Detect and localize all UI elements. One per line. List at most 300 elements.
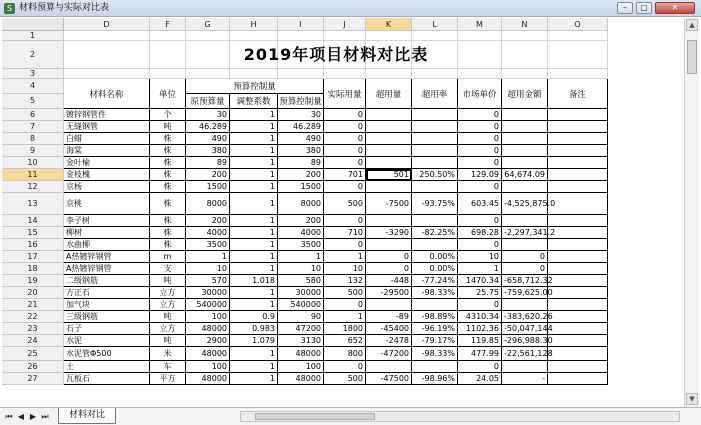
table-cell-material-name[interactable]: 镀锌钢管件 bbox=[64, 109, 150, 121]
table-cell-coef[interactable]: 1 bbox=[230, 121, 278, 133]
table-cell-price[interactable]: 698.28 bbox=[458, 227, 502, 239]
table-cell-budget[interactable]: 200 bbox=[186, 169, 230, 181]
empty-cell[interactable] bbox=[64, 31, 150, 41]
table-cell-material-name[interactable]: 土 bbox=[64, 361, 150, 373]
table-cell-actual[interactable]: 0 bbox=[324, 145, 366, 157]
table-cell-unit[interactable]: 株 bbox=[150, 181, 186, 193]
table-cell-over[interactable]: -45400 bbox=[366, 323, 412, 335]
vertical-scroll-thumb[interactable] bbox=[687, 40, 697, 74]
table-cell-amount[interactable]: -296,988.30 bbox=[504, 336, 553, 345]
table-cell-unit[interactable]: 个 bbox=[150, 109, 186, 121]
table-cell-price[interactable]: 477.99 bbox=[458, 347, 502, 361]
table-cell-amount[interactable] bbox=[502, 121, 548, 133]
table-cell-price[interactable]: 0 bbox=[458, 133, 502, 145]
row-header[interactable]: 15 bbox=[2, 227, 64, 239]
table-cell-remark[interactable] bbox=[548, 121, 608, 133]
column-header-i[interactable]: I bbox=[278, 18, 324, 31]
table-cell-control[interactable]: 200 bbox=[278, 215, 324, 227]
table-cell-remark[interactable] bbox=[548, 263, 608, 275]
table-cell-remark[interactable] bbox=[548, 323, 608, 335]
table-cell-amount[interactable] bbox=[502, 145, 548, 157]
table-cell-rate[interactable]: -77.24% bbox=[412, 275, 458, 287]
table-cell-unit[interactable]: 支 bbox=[150, 263, 186, 275]
row-header[interactable]: 2 bbox=[2, 41, 64, 69]
empty-cell[interactable] bbox=[186, 31, 230, 41]
table-cell-unit[interactable]: 株 bbox=[150, 239, 186, 251]
table-cell-remark[interactable] bbox=[548, 227, 608, 239]
table-cell-budget[interactable]: 570 bbox=[186, 275, 230, 287]
table-cell-control[interactable]: 540000 bbox=[278, 299, 324, 311]
table-cell-over[interactable]: -448 bbox=[366, 275, 412, 287]
empty-cell[interactable] bbox=[230, 31, 278, 41]
scroll-up-icon[interactable]: ▲ bbox=[686, 19, 698, 31]
table-cell-rate[interactable] bbox=[412, 157, 458, 169]
table-cell-amount[interactable] bbox=[502, 133, 548, 145]
table-cell-price[interactable]: 0 bbox=[458, 157, 502, 169]
table-cell-control[interactable]: 3130 bbox=[278, 335, 324, 347]
table-cell-rate[interactable]: -96.19% bbox=[412, 323, 458, 335]
table-cell-material-name[interactable]: 水泥 bbox=[64, 335, 150, 347]
table-cell-amount[interactable]: - bbox=[502, 373, 548, 385]
table-cell-remark[interactable] bbox=[548, 193, 608, 215]
table-cell-rate[interactable] bbox=[412, 239, 458, 251]
table-cell-rate[interactable]: -93.75% bbox=[412, 193, 458, 215]
empty-cell[interactable] bbox=[278, 31, 324, 41]
empty-cell[interactable] bbox=[278, 69, 324, 79]
table-cell-remark[interactable] bbox=[548, 133, 608, 145]
table-cell-budget[interactable]: 10 bbox=[186, 263, 230, 275]
table-cell-over[interactable] bbox=[366, 215, 412, 227]
table-cell-actual[interactable]: 710 bbox=[324, 227, 366, 239]
table-cell-budget[interactable]: 30 bbox=[186, 109, 230, 121]
row-header[interactable]: 12 bbox=[2, 181, 64, 193]
table-cell-budget[interactable]: 89 bbox=[186, 157, 230, 169]
table-cell-rate[interactable]: 0.00% bbox=[412, 263, 458, 275]
table-cell-coef[interactable]: 1 bbox=[230, 109, 278, 121]
table-cell-coef[interactable]: 0.983 bbox=[230, 323, 278, 335]
table-cell-coef[interactable]: 1 bbox=[230, 373, 278, 385]
empty-cell[interactable] bbox=[324, 69, 366, 79]
table-cell-actual[interactable]: 0 bbox=[324, 215, 366, 227]
table-cell-unit[interactable]: 米 bbox=[150, 347, 186, 361]
table-cell-material-name[interactable]: 石子 bbox=[64, 323, 150, 335]
vertical-scrollbar[interactable] bbox=[684, 18, 699, 407]
table-cell-remark[interactable] bbox=[548, 239, 608, 251]
table-cell-budget[interactable]: 48000 bbox=[186, 347, 230, 361]
table-cell-price[interactable]: 0 bbox=[458, 239, 502, 251]
table-cell-over[interactable]: -29500 bbox=[366, 287, 412, 299]
table-cell-material-name[interactable]: 方正石 bbox=[64, 287, 150, 299]
table-cell-coef[interactable]: 1 bbox=[230, 227, 278, 239]
table-cell-over[interactable]: -47200 bbox=[366, 347, 412, 361]
table-cell-coef[interactable]: 1 bbox=[230, 133, 278, 145]
table-cell-control[interactable]: 48000 bbox=[278, 373, 324, 385]
row-header[interactable]: 5 bbox=[2, 94, 64, 109]
empty-cell[interactable] bbox=[502, 31, 548, 41]
column-header-g[interactable]: G bbox=[186, 18, 230, 31]
table-cell-over[interactable]: 0 bbox=[366, 251, 412, 263]
table-cell-control[interactable]: 30 bbox=[278, 109, 324, 121]
row-header[interactable]: 22 bbox=[2, 311, 64, 323]
table-cell-remark[interactable] bbox=[548, 347, 608, 361]
table-cell-actual[interactable]: 0 bbox=[324, 361, 366, 373]
table-cell-budget[interactable]: 48000 bbox=[186, 373, 230, 385]
table-cell-amount[interactable]: -658,712.32 bbox=[504, 276, 553, 285]
table-cell-over[interactable] bbox=[366, 361, 412, 373]
table-cell-remark[interactable] bbox=[548, 145, 608, 157]
table-cell-remark[interactable] bbox=[548, 287, 608, 299]
empty-cell[interactable] bbox=[64, 69, 150, 79]
table-cell-over[interactable]: -3290 bbox=[366, 227, 412, 239]
table-cell-unit[interactable]: 立方 bbox=[150, 299, 186, 311]
table-cell-unit[interactable]: 株 bbox=[150, 193, 186, 215]
row-header[interactable]: 27 bbox=[2, 373, 64, 385]
row-header[interactable]: 9 bbox=[2, 145, 64, 157]
row-header[interactable]: 19 bbox=[2, 275, 64, 287]
table-cell-rate[interactable]: -98.89% bbox=[412, 311, 458, 323]
table-cell-unit[interactable]: 平方 bbox=[150, 373, 186, 385]
table-cell-control[interactable]: 580 bbox=[278, 275, 324, 287]
table-cell-unit[interactable]: 吨 bbox=[150, 275, 186, 287]
table-cell-amount[interactable]: -4,525,875.0 bbox=[502, 193, 548, 215]
table-cell-material-name[interactable]: 水泥管Φ500 bbox=[64, 347, 150, 361]
table-cell-amount[interactable]: 0 bbox=[502, 251, 548, 263]
close-button[interactable]: ✕ bbox=[655, 2, 695, 14]
table-cell-material-name[interactable]: 三级钢筋 bbox=[64, 311, 150, 323]
empty-cell[interactable] bbox=[458, 31, 502, 41]
table-cell-actual[interactable]: 0 bbox=[324, 109, 366, 121]
table-cell-actual[interactable]: 652 bbox=[324, 335, 366, 347]
table-cell-price[interactable]: 603.45 bbox=[458, 193, 502, 215]
table-cell-actual[interactable]: 0 bbox=[324, 299, 366, 311]
row-header[interactable]: 4 bbox=[2, 79, 64, 94]
table-cell-budget[interactable]: 1 bbox=[186, 251, 230, 263]
table-cell-actual[interactable]: 1800 bbox=[324, 323, 366, 335]
table-cell-control[interactable]: 200 bbox=[278, 169, 324, 181]
table-cell-over[interactable]: -47500 bbox=[366, 373, 412, 385]
spreadsheet-grid[interactable] bbox=[2, 18, 683, 407]
table-cell-budget[interactable]: 3500 bbox=[186, 239, 230, 251]
table-cell-amount[interactable] bbox=[502, 361, 548, 373]
column-header-n[interactable]: N bbox=[502, 18, 548, 31]
table-cell-control[interactable]: 1500 bbox=[278, 181, 324, 193]
table-cell-over[interactable] bbox=[366, 121, 412, 133]
table-cell-budget[interactable]: 490 bbox=[186, 133, 230, 145]
table-cell-remark[interactable] bbox=[548, 169, 608, 181]
empty-cell[interactable] bbox=[548, 69, 608, 79]
table-cell-budget[interactable]: 100 bbox=[186, 361, 230, 373]
table-cell-coef[interactable]: 1 bbox=[230, 299, 278, 311]
row-header[interactable]: 16 bbox=[2, 239, 64, 251]
table-cell-unit[interactable]: 立方 bbox=[150, 287, 186, 299]
table-cell-rate[interactable]: -82.25% bbox=[412, 227, 458, 239]
table-cell-rate[interactable] bbox=[412, 121, 458, 133]
table-cell-unit[interactable]: m bbox=[150, 251, 186, 263]
table-cell-control[interactable]: 47200 bbox=[278, 323, 324, 335]
column-header-m[interactable]: M bbox=[458, 18, 502, 31]
row-header[interactable]: 14 bbox=[2, 215, 64, 227]
table-cell-rate[interactable] bbox=[412, 133, 458, 145]
table-cell-unit[interactable]: 株 bbox=[150, 133, 186, 145]
column-header-k[interactable]: K bbox=[366, 18, 412, 31]
row-header[interactable]: 13 bbox=[2, 193, 64, 215]
table-cell-control[interactable]: 1 bbox=[278, 251, 324, 263]
table-cell-price[interactable]: 1470.34 bbox=[458, 275, 502, 287]
prev-sheet-icon[interactable]: ◀ bbox=[17, 412, 25, 421]
table-cell-control[interactable]: 90 bbox=[278, 311, 324, 323]
table-cell-coef[interactable]: 1 bbox=[230, 287, 278, 299]
table-cell-budget[interactable]: 100 bbox=[186, 311, 230, 323]
table-cell-price[interactable]: 25.75 bbox=[458, 287, 502, 299]
table-cell-budget[interactable]: 4000 bbox=[186, 227, 230, 239]
table-cell-budget[interactable]: 8000 bbox=[186, 193, 230, 215]
table-cell-budget[interactable]: 540000 bbox=[186, 299, 230, 311]
table-cell-coef[interactable]: 0.9 bbox=[230, 311, 278, 323]
table-cell-remark[interactable] bbox=[548, 181, 608, 193]
row-header[interactable]: 6 bbox=[2, 109, 64, 121]
row-header[interactable]: 3 bbox=[2, 69, 64, 79]
horizontal-scrollbar[interactable] bbox=[240, 411, 680, 422]
table-cell-control[interactable]: 89 bbox=[278, 157, 324, 169]
table-cell-actual[interactable]: 500 bbox=[324, 373, 366, 385]
table-cell-material-name[interactable]: 水曲柳 bbox=[64, 239, 150, 251]
table-cell-over[interactable] bbox=[366, 299, 412, 311]
table-cell-price[interactable]: 0 bbox=[458, 121, 502, 133]
column-header-d[interactable]: D bbox=[64, 18, 150, 31]
table-cell-over[interactable] bbox=[366, 109, 412, 121]
table-cell-over[interactable] bbox=[366, 181, 412, 193]
table-cell-budget[interactable]: 30000 bbox=[186, 287, 230, 299]
table-cell-control[interactable]: 30000 bbox=[278, 287, 324, 299]
row-header[interactable]: 26 bbox=[2, 361, 64, 373]
table-cell-over[interactable] bbox=[366, 239, 412, 251]
table-cell-coef[interactable]: 1 bbox=[230, 347, 278, 361]
table-cell-amount[interactable]: 64,674.09 bbox=[502, 169, 548, 181]
table-cell-price[interactable]: 0 bbox=[458, 145, 502, 157]
table-cell-material-name[interactable]: 瓦板石 bbox=[64, 373, 150, 385]
table-cell-material-name[interactable]: 无缝钢管 bbox=[64, 121, 150, 133]
table-cell-amount[interactable]: -2,297,341.2 bbox=[504, 228, 556, 237]
table-cell-actual[interactable]: 1 bbox=[324, 311, 366, 323]
empty-cell[interactable] bbox=[548, 31, 608, 41]
table-cell-actual[interactable]: 0 bbox=[324, 157, 366, 169]
column-header-h[interactable]: H bbox=[230, 18, 278, 31]
table-cell-remark[interactable] bbox=[548, 311, 608, 323]
table-cell-actual[interactable]: 701 bbox=[324, 169, 366, 181]
empty-cell[interactable] bbox=[150, 69, 186, 79]
table-cell-rate[interactable] bbox=[412, 299, 458, 311]
table-cell-price[interactable]: 1 bbox=[458, 263, 502, 275]
table-cell-unit[interactable]: 车 bbox=[150, 361, 186, 373]
table-cell-amount[interactable] bbox=[502, 215, 548, 227]
table-cell-amount[interactable]: -50,047,144 bbox=[504, 324, 553, 333]
table-cell-budget[interactable]: 1500 bbox=[186, 181, 230, 193]
table-cell-remark[interactable] bbox=[548, 251, 608, 263]
table-cell-actual[interactable]: 1 bbox=[324, 251, 366, 263]
row-header[interactable]: 8 bbox=[2, 133, 64, 145]
table-cell-rate[interactable] bbox=[412, 145, 458, 157]
table-cell-material-name[interactable]: 京桃 bbox=[64, 193, 150, 215]
table-cell-price[interactable]: 0 bbox=[458, 299, 502, 311]
table-cell-rate[interactable] bbox=[412, 361, 458, 373]
table-cell-price[interactable]: 0 bbox=[458, 109, 502, 121]
table-cell-amount[interactable]: -759,625.00 bbox=[504, 288, 553, 297]
table-cell-material-name[interactable]: 柳树 bbox=[64, 227, 150, 239]
empty-cell[interactable] bbox=[412, 31, 458, 41]
table-cell-material-name[interactable]: 白蜡 bbox=[64, 133, 150, 145]
table-cell-coef[interactable]: 1 bbox=[230, 215, 278, 227]
row-header[interactable]: 11 bbox=[2, 169, 64, 181]
table-cell-over[interactable]: -2478 bbox=[366, 335, 412, 347]
row-header[interactable]: 25 bbox=[2, 347, 64, 361]
table-cell-amount[interactable]: -22,561,128 bbox=[502, 347, 548, 361]
table-cell-remark[interactable] bbox=[548, 299, 608, 311]
table-cell-price[interactable]: 0 bbox=[458, 215, 502, 227]
table-cell-rate[interactable]: -98.33% bbox=[412, 347, 458, 361]
table-cell-price[interactable]: 10 bbox=[458, 251, 502, 263]
table-cell-remark[interactable] bbox=[548, 361, 608, 373]
table-cell-budget[interactable]: 380 bbox=[186, 145, 230, 157]
table-cell-actual[interactable]: 132 bbox=[324, 275, 366, 287]
table-cell-coef[interactable]: 1 bbox=[230, 157, 278, 169]
table-cell-budget[interactable]: 48000 bbox=[186, 323, 230, 335]
table-cell-material-name[interactable]: 京杨 bbox=[64, 181, 150, 193]
empty-cell[interactable] bbox=[230, 69, 278, 79]
horizontal-scroll-thumb[interactable] bbox=[255, 413, 375, 420]
table-cell-over[interactable]: -7500 bbox=[366, 193, 412, 215]
first-sheet-icon[interactable]: ⏮ bbox=[5, 412, 13, 421]
table-cell-price[interactable]: 4310.34 bbox=[458, 311, 502, 323]
table-cell-price[interactable]: 0 bbox=[458, 181, 502, 193]
table-cell-remark[interactable] bbox=[548, 335, 608, 347]
table-cell-actual[interactable]: 0 bbox=[324, 133, 366, 145]
row-header[interactable]: 23 bbox=[2, 323, 64, 335]
table-cell-material-name[interactable]: 海棠 bbox=[64, 145, 150, 157]
restore-button[interactable]: ▢ bbox=[636, 2, 652, 14]
table-cell-rate[interactable]: -98.33% bbox=[412, 287, 458, 299]
column-header-o[interactable]: O bbox=[548, 18, 608, 31]
table-cell-coef[interactable]: 1.018 bbox=[230, 275, 278, 287]
table-cell-over[interactable] bbox=[366, 145, 412, 157]
table-cell-material-name[interactable]: A热镀锌钢管 bbox=[64, 251, 150, 263]
table-cell-actual[interactable]: 0 bbox=[324, 181, 366, 193]
table-cell-control[interactable]: 490 bbox=[278, 133, 324, 145]
empty-cell[interactable] bbox=[324, 31, 366, 41]
table-cell-actual[interactable]: 500 bbox=[324, 193, 366, 215]
table-cell-rate[interactable]: 250.50% bbox=[412, 169, 458, 181]
table-cell-material-name[interactable]: A热镀锌钢管 bbox=[64, 263, 150, 275]
table-cell-actual[interactable]: 800 bbox=[324, 347, 366, 361]
table-cell-actual[interactable]: 0 bbox=[324, 121, 366, 133]
table-cell-over[interactable]: 501 bbox=[366, 169, 412, 181]
table-cell-actual[interactable]: 0 bbox=[324, 239, 366, 251]
column-header-l[interactable]: L bbox=[412, 18, 458, 31]
table-cell-material-name[interactable]: 金枝槐 bbox=[64, 169, 150, 181]
table-cell-rate[interactable] bbox=[412, 109, 458, 121]
row-header[interactable]: 21 bbox=[2, 299, 64, 311]
empty-cell[interactable] bbox=[412, 69, 458, 79]
table-cell-unit[interactable]: 株 bbox=[150, 145, 186, 157]
table-cell-control[interactable]: 100 bbox=[278, 361, 324, 373]
table-cell-price[interactable]: 24.05 bbox=[458, 373, 502, 385]
column-header-f[interactable]: F bbox=[150, 18, 186, 31]
minimize-button[interactable]: – bbox=[617, 2, 633, 14]
table-cell-material-name[interactable]: 李子树 bbox=[64, 215, 150, 227]
table-cell-price[interactable]: 119.85 bbox=[458, 335, 502, 347]
table-cell-coef[interactable]: 1 bbox=[230, 251, 278, 263]
table-cell-amount[interactable] bbox=[502, 109, 548, 121]
table-cell-rate[interactable]: 0.00% bbox=[412, 251, 458, 263]
table-cell-control[interactable]: 380 bbox=[278, 145, 324, 157]
table-cell-amount[interactable] bbox=[502, 157, 548, 169]
table-cell-unit[interactable]: 吨 bbox=[150, 311, 186, 323]
table-cell-budget[interactable]: 200 bbox=[186, 215, 230, 227]
empty-cell[interactable] bbox=[366, 31, 412, 41]
row-header[interactable]: 7 bbox=[2, 121, 64, 133]
empty-cell[interactable] bbox=[366, 69, 412, 79]
table-cell-remark[interactable] bbox=[548, 275, 608, 287]
table-cell-control[interactable]: 4000 bbox=[278, 227, 324, 239]
table-cell-remark[interactable] bbox=[548, 373, 608, 385]
table-cell-amount[interactable] bbox=[502, 181, 548, 193]
empty-cell[interactable] bbox=[186, 69, 230, 79]
table-cell-unit[interactable]: 吨 bbox=[150, 121, 186, 133]
table-cell-control[interactable]: 10 bbox=[278, 263, 324, 275]
table-cell-coef[interactable]: 1 bbox=[230, 145, 278, 157]
table-cell-coef[interactable]: 1 bbox=[230, 361, 278, 373]
table-cell-price[interactable]: 1102.36 bbox=[458, 323, 502, 335]
table-cell-over[interactable] bbox=[366, 157, 412, 169]
scroll-down-icon[interactable]: ▼ bbox=[686, 393, 698, 405]
table-cell-unit[interactable]: 吨 bbox=[150, 335, 186, 347]
table-cell-unit[interactable]: 株 bbox=[150, 169, 186, 181]
row-header[interactable]: 24 bbox=[2, 335, 64, 347]
table-cell-rate[interactable] bbox=[412, 215, 458, 227]
table-cell-amount[interactable] bbox=[502, 299, 548, 311]
table-cell-over[interactable]: -89 bbox=[366, 311, 412, 323]
empty-cell[interactable] bbox=[502, 69, 548, 79]
table-cell-budget[interactable]: 46.289 bbox=[186, 121, 230, 133]
table-cell-coef[interactable]: 1 bbox=[230, 169, 278, 181]
table-cell-material-name[interactable]: 二级钢筋 bbox=[64, 275, 150, 287]
table-cell-remark[interactable] bbox=[548, 215, 608, 227]
table-cell-amount[interactable]: 0 bbox=[502, 263, 548, 275]
table-cell-material-name[interactable]: 加气块 bbox=[64, 299, 150, 311]
table-cell-rate[interactable]: -98.96% bbox=[412, 373, 458, 385]
table-cell-coef[interactable]: 1 bbox=[230, 263, 278, 275]
table-cell-over[interactable] bbox=[366, 133, 412, 145]
sheet-tab-material-compare[interactable]: 材料对比 bbox=[58, 408, 116, 424]
column-header-j[interactable]: J bbox=[324, 18, 366, 31]
table-cell-actual[interactable]: 10 bbox=[324, 263, 366, 275]
table-cell-control[interactable]: 48000 bbox=[278, 347, 324, 361]
table-cell-material-name[interactable]: 金叶榆 bbox=[64, 157, 150, 169]
table-cell-coef[interactable]: 1 bbox=[230, 239, 278, 251]
table-cell-control[interactable]: 46.289 bbox=[278, 121, 324, 133]
table-cell-unit[interactable]: 株 bbox=[150, 157, 186, 169]
table-cell-unit[interactable]: 株 bbox=[150, 227, 186, 239]
table-cell-coef[interactable]: 1 bbox=[230, 193, 278, 215]
table-cell-over[interactable]: 0 bbox=[366, 263, 412, 275]
table-cell-coef[interactable]: 1.079 bbox=[230, 335, 278, 347]
table-cell-rate[interactable]: -79.17% bbox=[412, 335, 458, 347]
row-header[interactable]: 20 bbox=[2, 287, 64, 299]
select-all-corner[interactable] bbox=[2, 18, 64, 31]
row-header[interactable]: 1 bbox=[2, 31, 64, 41]
row-header[interactable]: 18 bbox=[2, 263, 64, 275]
table-cell-rate[interactable] bbox=[412, 181, 458, 193]
next-sheet-icon[interactable]: ▶ bbox=[29, 412, 37, 421]
